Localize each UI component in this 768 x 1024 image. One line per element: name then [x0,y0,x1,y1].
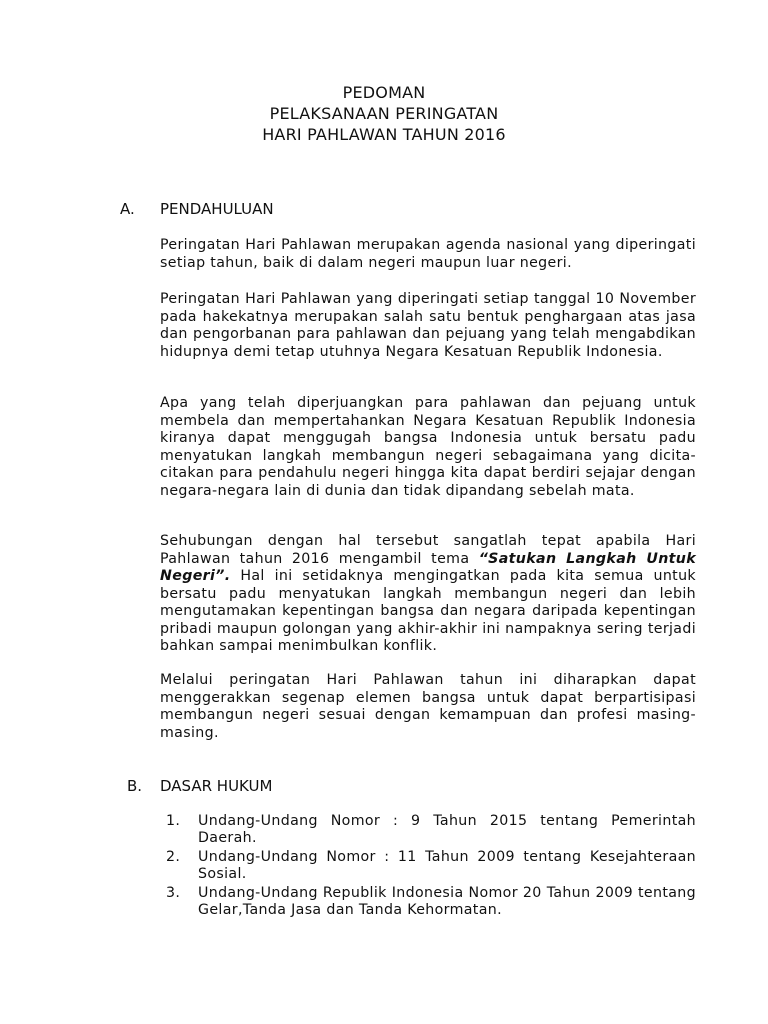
section-a-letter: A. [120,200,135,218]
paragraph-3: Apa yang telah diperjuangkan para pahlawan dan pejuang untuk membela dan mempertahankan Negara Kesatuan Republik Indonesia kiranya dapat menggugah bangsa Indonesia untuk bersatu padu menyatukan langkah membangun negeri sebagaimana yang dicita-citakan para pendahulu negeri hingga kita dapat berdiri sejajar dengan negara-negara lain di dunia dan tidak dipandang sebelah mata. [160,395,696,499]
section-a-title: PENDAHULUAN [160,200,274,218]
list-item [160,849,696,883]
list-item-text: Undang-Undang Nomor : 11 Tahun 2009 tentang Kesejahteraan Sosial. [198,849,696,882]
document-title [0,82,768,145]
list-item [160,885,696,919]
paragraph-1: Peringatan Hari Pahlawan merupakan agenda nasional yang diperingati setiap tahun, baik di dalam negeri maupun luar negeri. [160,237,696,271]
theme-text: “Satukan Langkah Untuk Negeri”. [160,550,697,584]
title-line-1: PEDOMAN [342,83,426,102]
list-item-number: 2. [166,849,181,865]
list-item-number: 3. [166,885,181,901]
list-item-text: Undang-Undang Nomor : 9 Tahun 2015 tentang Pemerintah Daerah. [198,813,696,846]
paragraph-4-intro: Sehubungan dengan hal tersebut sangatlah tepat apabila Hari Pahlawan tahun 2016 mengambil tema [160,533,696,567]
paragraph-4-rest: Hal ini setidaknya mengingatkan pada kita semua untuk bersatu padu menyatukan langkah membangun negeri dan lebih mengutamakan kepentingan bangsa dan negara daripada kepentingan pribadi maupun golongan yang akhir-akhir ini nampaknya sering terjadi bahkan sampai menimbulkan konflik. [160,568,696,654]
title-line-2: PELAKSANAAN PERINGATAN [269,104,499,123]
title-line-3: HARI PAHLAWAN TAHUN 2016 [262,125,506,144]
paragraph-2: Peringatan Hari Pahlawan yang diperingati setiap tanggal 10 November pada hakekatnya merupakan salah satu bentuk penghargaan atas jasa dan pengorbanan para pahlawan dan pejuang yang telah mengabdikan hidupnya demi tetap utuhnya Negara Kesatuan Republik Indonesia. [160,291,696,360]
section-b-letter: B. [127,777,143,795]
list-item-number: 1. [166,813,181,829]
section-b-title: DASAR HUKUM [160,777,273,795]
paragraph-4 [160,533,696,656]
legal-basis-list [160,813,696,921]
paragraph-5: Melalui peringatan Hari Pahlawan tahun ini diharapkan dapat menggerakkan segenap elemen bangsa untuk dapat berpartisipasi membangun negeri sesuai dengan kemampuan dan profesi masing-masing. [160,672,696,741]
list-item-text: Undang-Undang Republik Indonesia Nomor 20 Tahun 2009 tentang Gelar,Tanda Jasa dan Tanda Kehormatan. [198,885,696,918]
list-item [160,813,696,847]
